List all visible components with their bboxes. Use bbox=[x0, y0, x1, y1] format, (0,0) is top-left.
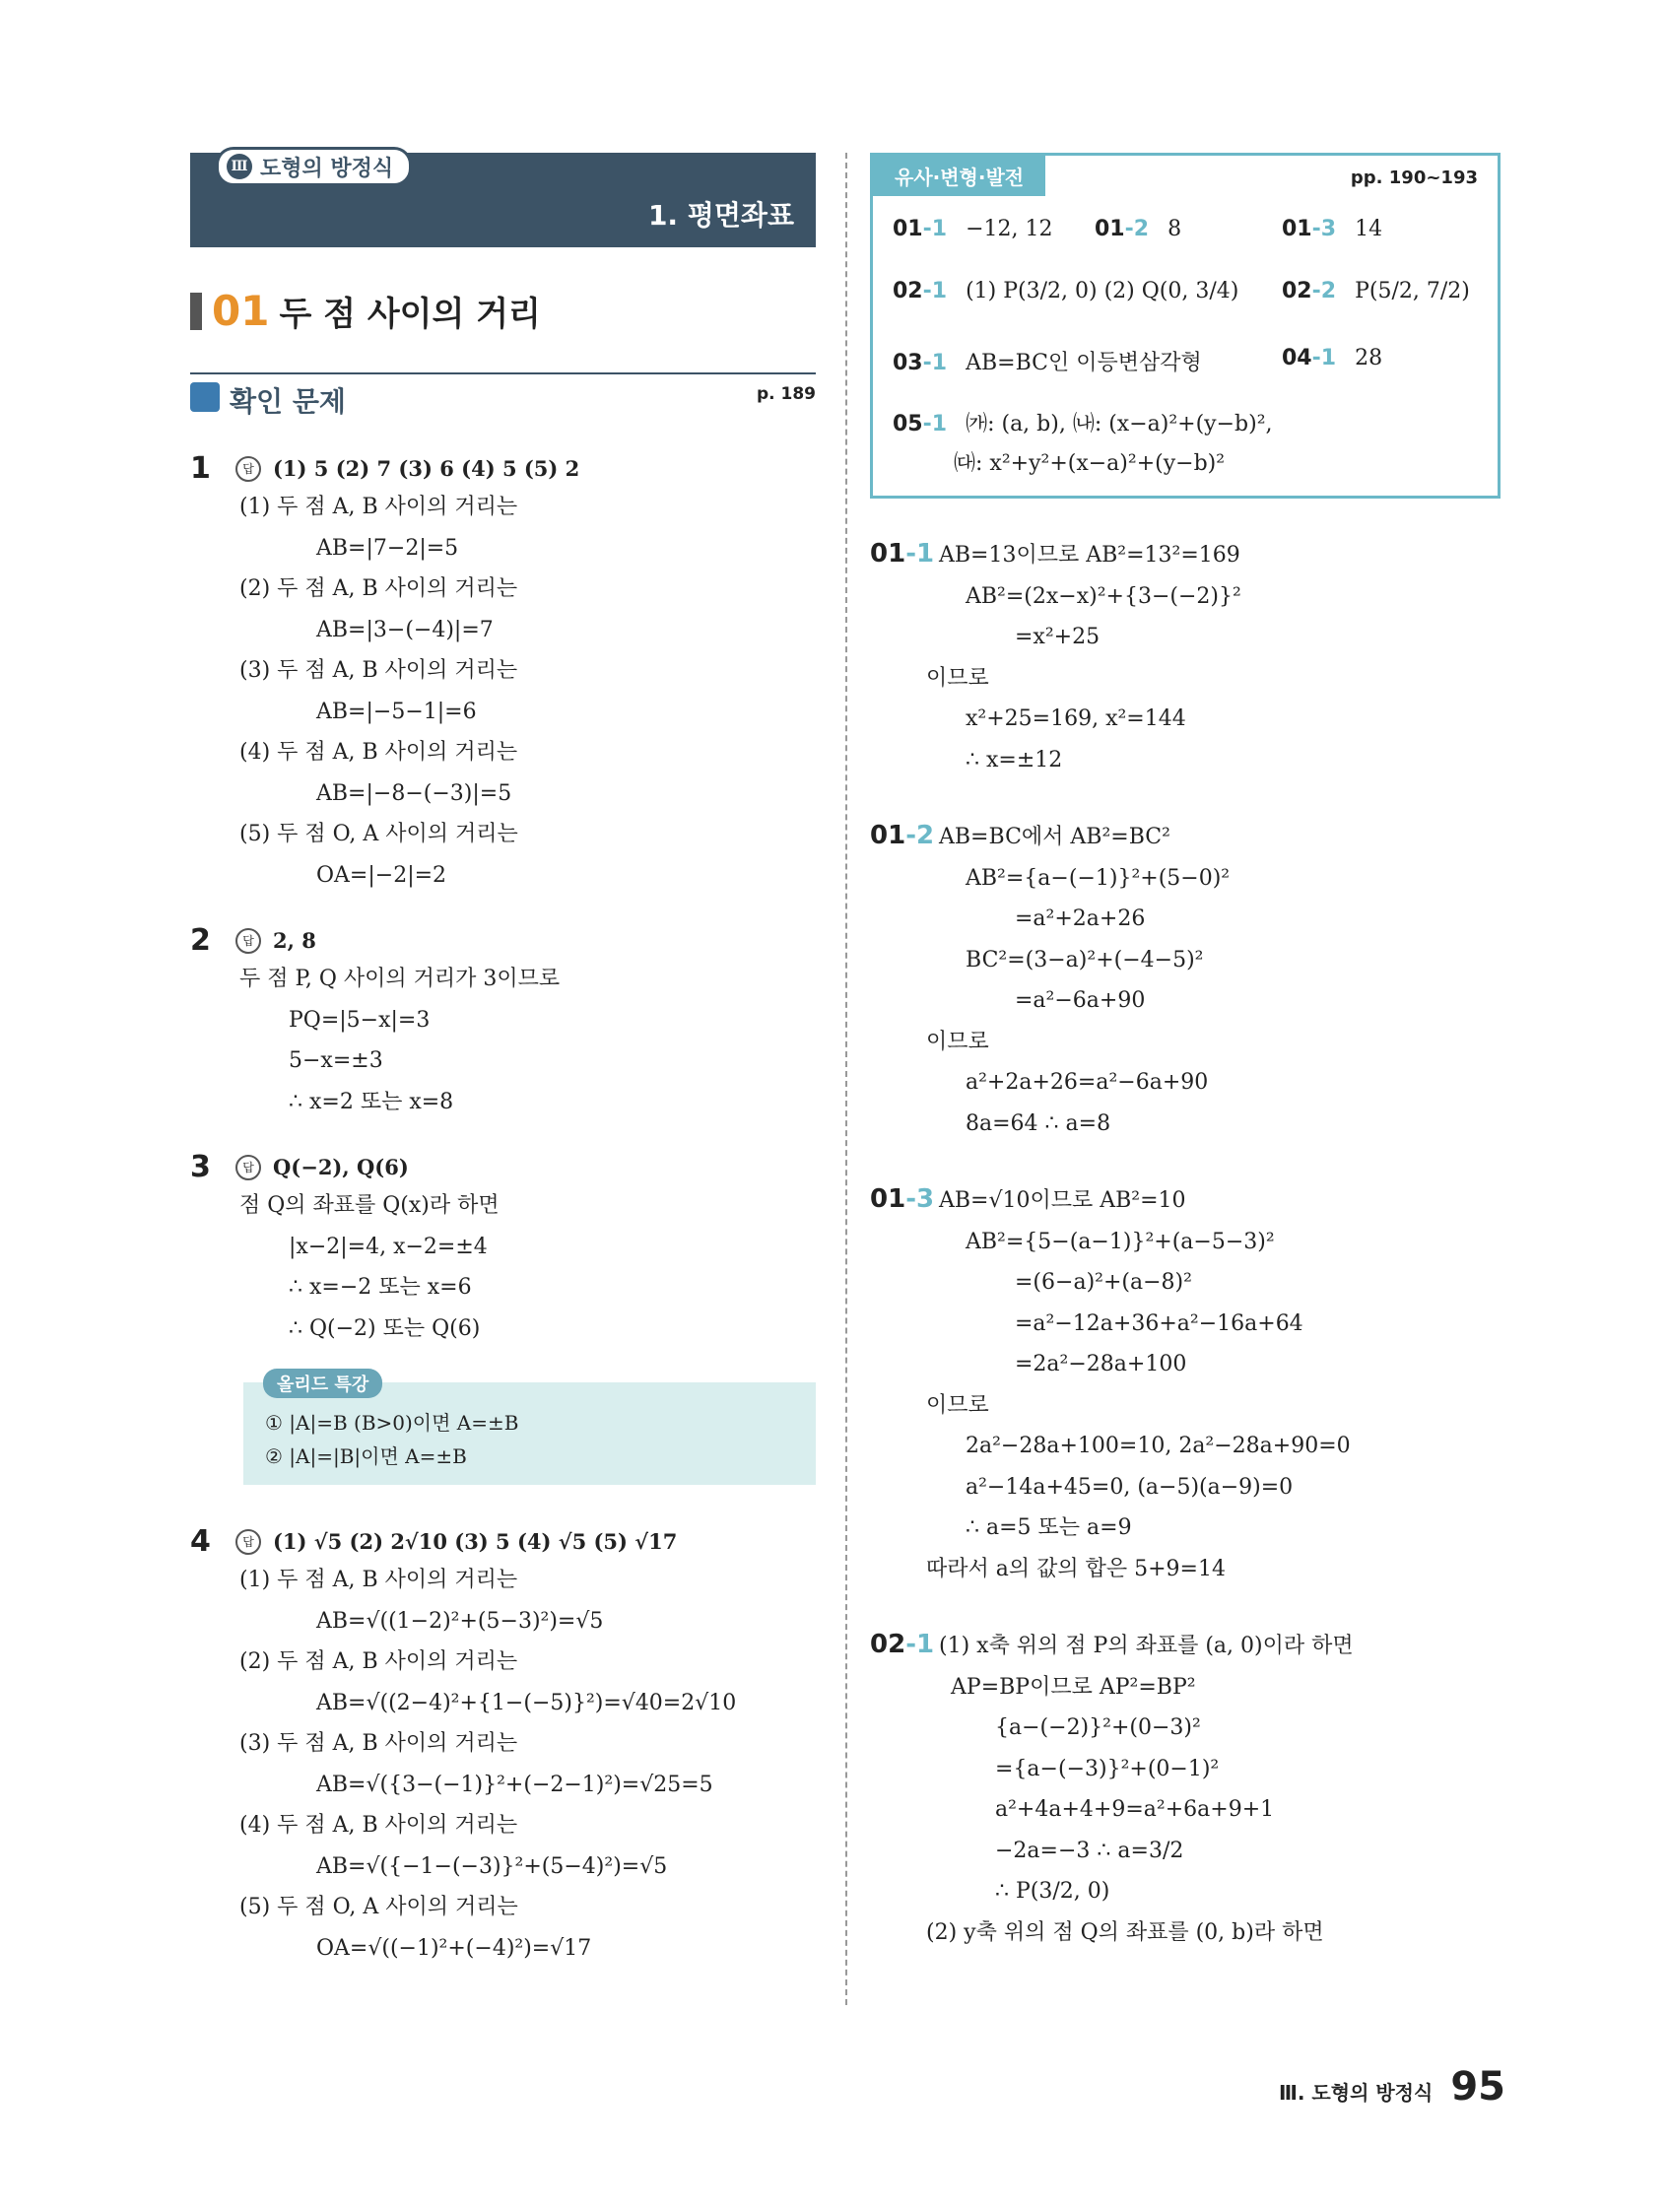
problem-answer: (1) 5 (2) 7 (3) 6 (4) 5 (5) 2 bbox=[273, 456, 580, 481]
solution-head: AB=BC에서 AB²=BC² bbox=[939, 825, 1170, 849]
section-title bbox=[190, 287, 816, 335]
solution-line: ∴ x=2 또는 x=8 bbox=[289, 1089, 454, 1114]
page-footer bbox=[1279, 2064, 1505, 2110]
solution-line: AP=BP이므로 AP²=BP² bbox=[951, 1674, 1196, 1700]
chapter-number: Ⅲ bbox=[227, 154, 252, 179]
answer-summary-box bbox=[870, 153, 1501, 499]
problem-number: 3 bbox=[190, 1150, 211, 1184]
solution-line: a²+4a+4+9=a²+6a+9+1 bbox=[995, 1797, 1275, 1822]
answer-value: ㈎: (a, b), ㈏: (x−a)²+(y−b)², bbox=[966, 412, 1273, 436]
solution-line: 따라서 a의 값의 합은 5+9=14 bbox=[926, 1556, 1226, 1581]
solution-line: AB=√((1−2)²+(5−3)²)=√5 bbox=[316, 1608, 604, 1634]
answer-item: 02-1 (1) P(3/2, 0) (2) Q(0, 3/4) bbox=[893, 279, 1239, 303]
problem-answer: (1) √5 (2) 2√10 (3) 5 (4) √5 (5) √17 bbox=[273, 1529, 678, 1554]
answer-value: 28 bbox=[1355, 346, 1383, 370]
check-problems-header bbox=[190, 372, 816, 424]
solution-line: ={a−(−3)}²+(0−1)² bbox=[995, 1756, 1220, 1781]
answer-item: 01-1 −12, 12 bbox=[893, 217, 1053, 241]
section-title-text: 두 점 사이의 거리 bbox=[279, 295, 541, 334]
solution-line: 이므로 bbox=[926, 1392, 989, 1418]
solution-line: AB²={5−(a−1)}²+(a−5−3)² bbox=[966, 1229, 1275, 1254]
answer-item: 05-1 ㈎: (a, b), ㈏: (x−a)²+(y−b)², bbox=[893, 412, 1273, 436]
solution-head: (1) x축 위의 점 P의 좌표를 (a, 0)이라 하면 bbox=[939, 1634, 1354, 1658]
answer-icon: 답 bbox=[235, 1529, 261, 1555]
check-label: 확인 문제 bbox=[230, 385, 346, 418]
section-subtitle: 1. 평면좌표 bbox=[647, 199, 794, 232]
solution-line: AB=|−8−(−3)|=5 bbox=[316, 780, 512, 806]
solution-line: =a²+2a+26 bbox=[1015, 906, 1146, 931]
answer-icon: 답 bbox=[235, 456, 261, 482]
solution-code: 01-1 bbox=[870, 539, 935, 569]
solution-line: =x²+25 bbox=[1015, 625, 1101, 649]
solution-line: AB²={a−(−1)}²+(5−0)² bbox=[966, 865, 1231, 891]
solution-line: 이므로 bbox=[926, 1029, 989, 1054]
solution-line: AB=|7−2|=5 bbox=[316, 535, 459, 561]
solution-line: BC²=(3−a)²+(−4−5)² bbox=[966, 947, 1204, 972]
solution-line: {a−(−2)}²+(0−3)² bbox=[995, 1715, 1201, 1740]
tip-line: ① |A|=B (B>0)이면 A=±B bbox=[265, 1411, 519, 1435]
solution-line: PQ=|5−x|=3 bbox=[289, 1007, 431, 1033]
solution-line: ∴ Q(−2) 또는 Q(6) bbox=[289, 1315, 481, 1341]
answer-value: AB=BC인 이등변삼각형 bbox=[966, 351, 1202, 375]
solution-line: −2a=−3 ∴ a=3/2 bbox=[995, 1838, 1184, 1863]
problem-4 bbox=[190, 1524, 816, 1969]
problem-2 bbox=[190, 923, 816, 1122]
solution-line: x²+25=169, x²=144 bbox=[966, 706, 1186, 731]
solution-line: AB=√({−1−(−3)}²+(5−4)²)=√5 bbox=[316, 1853, 668, 1879]
solution-02-1 bbox=[870, 1625, 1501, 1953]
solution-line: AB=|3−(−4)|=7 bbox=[316, 617, 494, 642]
solution-line: OA=|−2|=2 bbox=[316, 862, 447, 888]
problem-3 bbox=[190, 1150, 816, 1349]
problem-answer: 2, 8 bbox=[273, 928, 316, 953]
solution-01-1 bbox=[870, 534, 1501, 780]
left-column bbox=[190, 153, 816, 1969]
answer-item: 01-3 14 bbox=[1282, 217, 1383, 241]
problem-number: 1 bbox=[190, 451, 211, 486]
solution-line: ∴ x=±12 bbox=[966, 747, 1063, 772]
column-divider bbox=[845, 153, 847, 2005]
solution-line: AB=√({3−(−1)}²+(−2−1)²)=√25=5 bbox=[316, 1772, 713, 1797]
answer-item: 03-1 AB=BC인 이등변삼각형 bbox=[893, 351, 1202, 375]
section-number: 01 bbox=[212, 286, 270, 335]
problem-number: 2 bbox=[190, 923, 211, 958]
solution-line: AB=|−5−1|=6 bbox=[316, 699, 477, 724]
solution-code: 02-1 bbox=[870, 1630, 935, 1659]
solution-line: ∴ P(3/2, 0) bbox=[995, 1879, 1110, 1904]
chapter-title: 도형의 방정식 bbox=[260, 156, 394, 181]
solution-line: ∴ x=−2 또는 x=6 bbox=[289, 1275, 472, 1300]
section-bar-icon bbox=[190, 293, 202, 330]
solution-line: (1) 두 점 A, B 사이의 거리는 bbox=[239, 1568, 518, 1592]
solution-line: AB²=(2x−x)²+{3−(−2)}² bbox=[966, 583, 1241, 609]
solution-line: (4) 두 점 A, B 사이의 거리는 bbox=[239, 1813, 518, 1838]
solution-line: (4) 두 점 A, B 사이의 거리는 bbox=[239, 740, 518, 765]
solution-line: =a²−12a+36+a²−16a+64 bbox=[1015, 1310, 1303, 1336]
answer-icon: 답 bbox=[235, 928, 261, 954]
solution-line: OA=√((−1)²+(−4)²)=√17 bbox=[316, 1935, 592, 1961]
answer-value: 8 bbox=[1168, 217, 1182, 241]
solution-line: 8a=64 ∴ a=8 bbox=[966, 1110, 1111, 1136]
solution-line: a²+2a+26=a²−6a+90 bbox=[966, 1070, 1209, 1095]
tip-label: 올리드 특강 bbox=[263, 1369, 382, 1398]
page-number: 95 bbox=[1450, 2064, 1505, 2110]
footer-chapter: Ⅲ. 도형의 방정식 bbox=[1278, 2081, 1434, 2105]
answer-value: −12, 12 bbox=[966, 217, 1053, 241]
answer-item: 02-2 P(5/2, 7/2) bbox=[1282, 279, 1470, 303]
answer-item: 04-1 28 bbox=[1282, 346, 1383, 370]
solution-line: 점 Q의 좌표를 Q(x)라 하면 bbox=[239, 1193, 500, 1218]
check-icon bbox=[190, 382, 220, 412]
answer-value: (1) P(3/2, 0) (2) Q(0, 3/4) bbox=[966, 279, 1239, 303]
tip-box bbox=[243, 1374, 816, 1485]
answer-value: ㈐: x²+y²+(x−a)²+(y−b)² bbox=[954, 451, 1226, 476]
solution-line: (5) 두 점 O, A 사이의 거리는 bbox=[239, 1895, 518, 1919]
solution-code: 01-3 bbox=[870, 1184, 935, 1214]
solution-line: (3) 두 점 A, B 사이의 거리는 bbox=[239, 1731, 518, 1756]
solution-line: 두 점 P, Q 사이의 거리가 3이므로 bbox=[239, 967, 561, 991]
solution-line: 5−x=±3 bbox=[289, 1048, 383, 1073]
solution-line: 2a²−28a+100=10, 2a²−28a+90=0 bbox=[966, 1434, 1351, 1458]
solution-head: AB=√10이므로 AB²=10 bbox=[939, 1188, 1186, 1213]
solution-line: AB=√((2−4)²+{1−(−5)}²)=√40=2√10 bbox=[316, 1690, 737, 1715]
answer-value: P(5/2, 7/2) bbox=[1355, 279, 1470, 303]
problem-number: 4 bbox=[190, 1524, 211, 1559]
solution-line: =(6−a)²+(a−8)² bbox=[1015, 1270, 1192, 1295]
answer-page-ref: pp. 190~193 bbox=[1350, 168, 1478, 188]
problem-1 bbox=[190, 451, 816, 896]
answer-value: 14 bbox=[1355, 217, 1383, 241]
answer-item bbox=[954, 446, 1225, 477]
solution-line: (2) 두 점 A, B 사이의 거리는 bbox=[239, 576, 518, 601]
solution-line: ∴ a=5 또는 a=9 bbox=[966, 1515, 1132, 1540]
answer-icon: 답 bbox=[235, 1155, 261, 1180]
solution-line: |x−2|=4, x−2=±4 bbox=[289, 1234, 488, 1259]
solution-line: =2a²−28a+100 bbox=[1015, 1352, 1187, 1376]
answer-item: 01-2 8 bbox=[1095, 217, 1182, 241]
solution-line: a²−14a+45=0, (a−5)(a−9)=0 bbox=[966, 1474, 1294, 1500]
solution-line: =a²−6a+90 bbox=[1015, 988, 1146, 1013]
problem-answer: Q(−2), Q(6) bbox=[273, 1155, 409, 1179]
chapter-pill bbox=[216, 147, 412, 186]
answer-tab: 유사·변형·발전 bbox=[873, 156, 1045, 196]
solution-line: (5) 두 점 O, A 사이의 거리는 bbox=[239, 822, 518, 846]
chapter-header bbox=[190, 153, 816, 247]
solution-line: (1) 두 점 A, B 사이의 거리는 bbox=[239, 495, 518, 519]
solution-code: 01-2 bbox=[870, 821, 935, 850]
right-column bbox=[870, 153, 1501, 1953]
solution-line: (2) y축 위의 점 Q의 좌표를 (0, b)라 하면 bbox=[926, 1919, 1324, 1945]
solution-head: AB=13이므로 AB²=13²=169 bbox=[939, 543, 1240, 568]
solution-01-3 bbox=[870, 1179, 1501, 1589]
solution-line: 이므로 bbox=[926, 665, 989, 691]
check-page-ref: p. 189 bbox=[756, 384, 816, 404]
solution-line: (3) 두 점 A, B 사이의 거리는 bbox=[239, 658, 518, 683]
solution-line: (2) 두 점 A, B 사이의 거리는 bbox=[239, 1649, 518, 1674]
tip-line: ② |A|=|B|이면 A=±B bbox=[265, 1444, 467, 1468]
solution-01-2 bbox=[870, 816, 1501, 1144]
